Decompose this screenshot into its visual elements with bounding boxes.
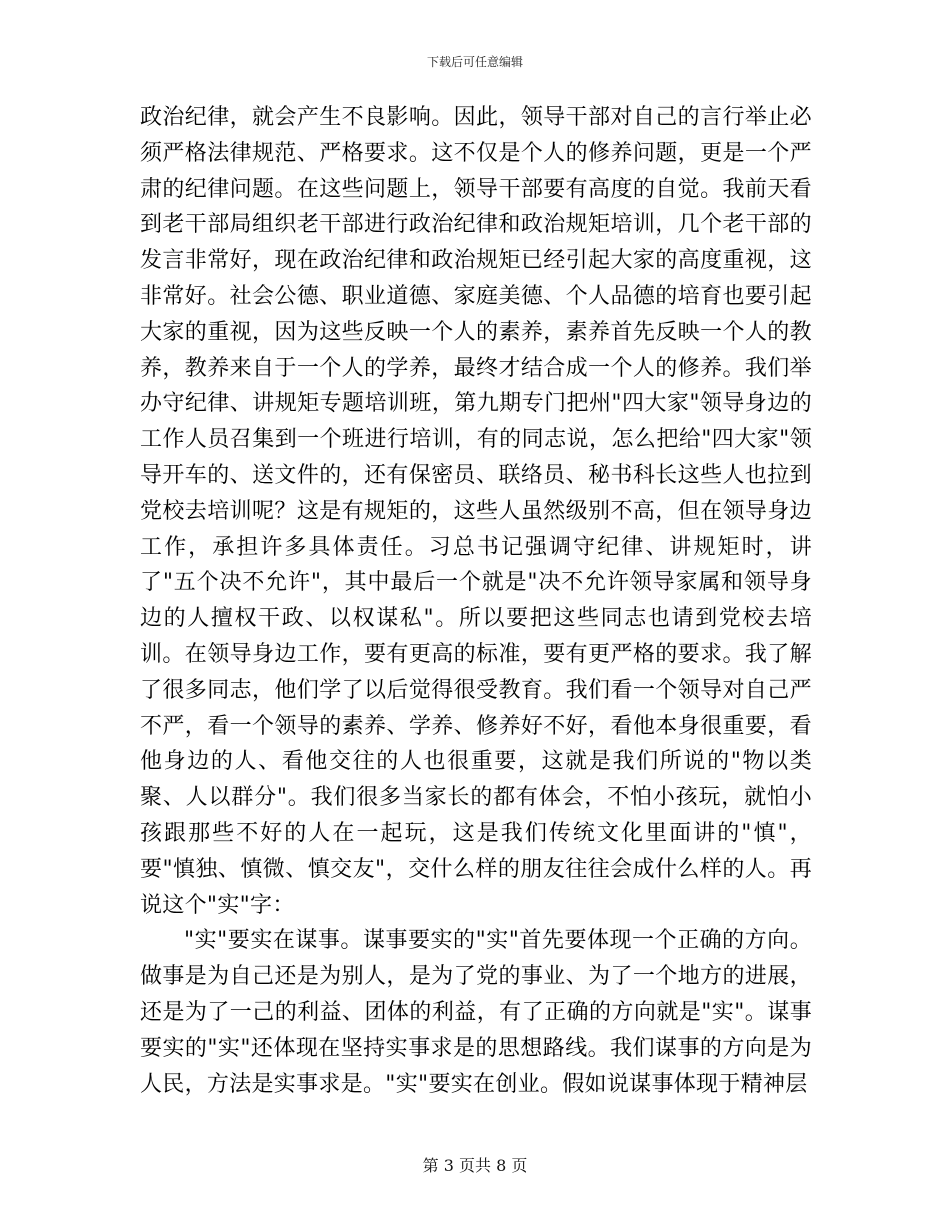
body-paragraph-1: 政治纪律，就会产生不良影响。因此，领导干部对自己的言行举止必须严格法律规范、严格要求。这不仅是个人的修养问题，更是一个严肃的纪律问题。在这些问题上，领导干部要有高度的自觉。我前天看到老干部局组织老干部进行政治纪律和政治规矩培训，几个老干部的发言非常好，现在政治纪律和政治规矩已经引起大家的高度重视，这非常好。社会公德、职业道德、家庭美德、个人品德的培育也要引起大家的重视，因为这些反映一个人的素养，素养首先反映一个人的教养，教养来自于一个人的学养，最终才结合成一个人的修养。我们举办守纪律、讲规矩专题培训班，第九期专门把州"四大家"领导身边的工作人员召集到一个班进行培训，有的同志说，怎么把给"四大家"领导开车的、送文件的，还有保密员、联络员、秘书科长这些人也拉到党校去培训呢？这是有规矩的，这些人虽然级别不高，但在领导身边工作，承担许多具体责任。习总书记强调守纪律、讲规矩时，讲了"五个决不允许"，其中最后一个就是"决不允许领导家属和领导身边的人擅权干政、以权谋私"。所以要把这些同志也请到党校去培训。在领导身边工作，要有更高的标准，要有更严格的要求。我了解了很多同志，他们学了以后觉得很受教育。我们看一个领导对自己严不严，看一个领导的素养、学养、修养好不好，看他本身很重要，看他身边的人、看他交往的人也很重要，这就是我们所说的"物以类聚、人以群分"。我们很多当家长的都有体会，不怕小孩玩，就怕小孩跟那些不好的人在一起玩，这是我们传统文化里面讲的"慎"，要"慎独、慎微、慎交友"，交什么样的朋友往往会成什么样的人。再说这个"实"字：	[140, 105, 812, 918]
body-paragraph-2: "实"要实在谋事。谋事要实的"实"首先要体现一个正确的方向。做事是为自己还是为别人，是为了党的事业、为了一个地方的进展，还是为了一己的利益、团体的利益，有了正确的方向就是"实"。谋事要实的"实"还体现在坚持实事求是的思想路线。我们谋事的方向是为人民，方法是实事求是。"实"要实在创业。假如说谋事体现于精神层	[140, 928, 812, 1097]
document-body	[140, 100, 812, 1102]
page-header: 下载后可任意编辑	[426, 55, 523, 69]
page-number-footer: 第 3 页共 8 页	[422, 1156, 528, 1175]
